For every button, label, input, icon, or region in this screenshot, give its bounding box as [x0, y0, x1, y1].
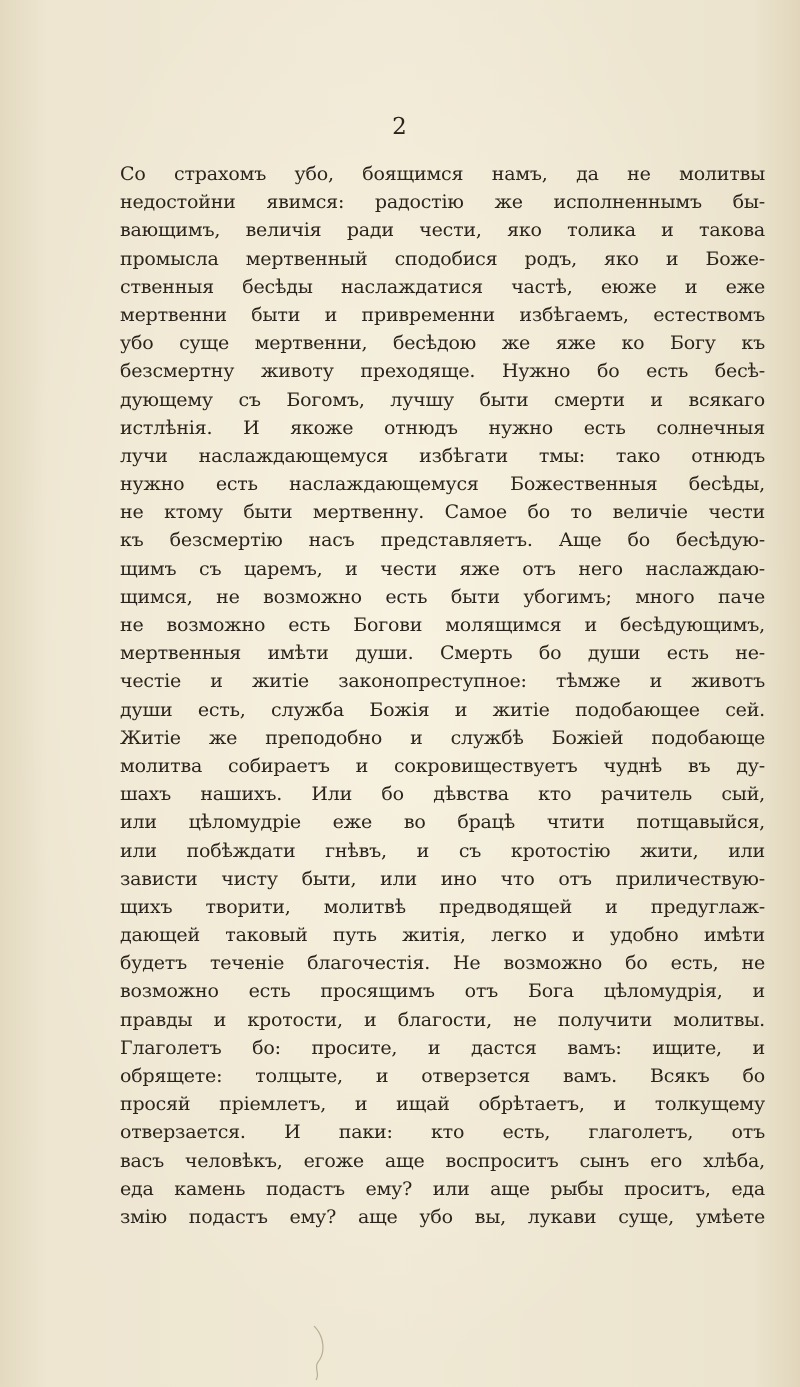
- body-text: [120, 160, 765, 1231]
- text-line: будетъ теченіе благочестія. Не возможно бо есть, не: [120, 952, 765, 975]
- text-line: правды и кротости, и благости, не получити молитвы.: [120, 1008, 765, 1031]
- text-line: къ безсмертію насъ представляетъ. Аще бо бесѣдую-: [120, 529, 765, 552]
- text-line: не возможно есть Богови молящимся и бесѣдующимъ,: [120, 614, 765, 636]
- text-line: безсмертну животу преходяще. Нужно бо есть бесѣ-: [120, 360, 765, 383]
- text-line: щимъ съ царемъ, и чести яже отъ него наслаждаю-: [120, 557, 765, 580]
- text-line: Со страхомъ убо, боящимся намъ, да не молитвы: [120, 163, 765, 185]
- text-line: Житіе же преподобно и службѣ Божіей подобающе: [120, 726, 765, 749]
- text-line: щимся, не возможно есть быти убогимъ; много паче: [120, 585, 765, 608]
- text-line: честіе и житіе законопреступное: тѣмже и животъ: [120, 670, 765, 693]
- text-line: дающей таковый путь житія, легко и удобно имѣти: [120, 924, 765, 947]
- text-line: или побѣждати гнѣвъ, и съ кротостію жити, или: [120, 839, 765, 862]
- text-line: мертвенныя имѣти души. Смерть бо души есть не-: [120, 642, 765, 665]
- text-line: не ктому быти мертвенну. Самое бо то величіе чести: [120, 501, 765, 524]
- text-line: вающимъ, величія ради чести, яко толика и таковa: [120, 219, 765, 242]
- text-line: или цѣломудріе еже во брацѣ чтити потщавыйся,: [120, 811, 765, 834]
- text-line: возможно есть просящимъ отъ Бога цѣломудрія, и: [120, 980, 765, 1003]
- text-line: мертвенни быти и привременни избѣгаемъ, естествомъ: [120, 303, 765, 326]
- text-line: Глаголетъ бо: просите, и дастся вамъ: ищите, и: [120, 1036, 765, 1059]
- text-line: убо суще мертвенни, бесѣдою же яже ко Богу къ: [120, 332, 765, 355]
- text-line: просяй пріемлетъ, и ищай обрѣтаетъ, и толкущему: [120, 1093, 765, 1116]
- text-line: зависти чисту быти, или ино что отъ приличествую-: [120, 867, 765, 890]
- text-line: нужно есть наслаждающемуся Божественныя бесѣды,: [120, 473, 765, 496]
- text-line: шахъ нашихъ. Или бо дѣвства кто рачитель сый,: [120, 783, 765, 806]
- page-number: 2: [392, 114, 408, 140]
- text-line: ственныя бесѣды наслаждатися частѣ, еюже и еже: [120, 275, 765, 298]
- text-line: лучи наслаждающемуся избѣгати тмы: тако отнюдъ: [120, 444, 765, 467]
- text-line: промысла мертвенный сподобися родъ, яко и Боже-: [120, 247, 765, 270]
- text-line: молитва собираетъ и сокровиществуетъ чуднѣ въ ду-: [120, 754, 765, 777]
- text-line: недостойни явимся: радостію же исполненнымъ бы-: [120, 191, 765, 214]
- text-line: души есть, служба Божія и житіе подобающее сей.: [120, 698, 765, 721]
- text-line: дующему съ Богомъ, лучшу быти смерти и всякаго: [120, 388, 765, 411]
- text-line: отверзается. И паки: кто есть, глаголетъ, отъ: [120, 1121, 765, 1144]
- text-line: васъ человѣкъ, егоже аще воспроситъ сынъ его хлѣба,: [120, 1149, 765, 1172]
- text-line: еда камень подастъ ему? или аще рыбы проситъ, еда: [120, 1177, 765, 1200]
- text-line: обрящете: толцыте, и отверзется вамъ. Всякъ бо: [120, 1065, 765, 1087]
- pencil-mark-decoration: [300, 1322, 340, 1382]
- text-line: змію подастъ ему? аще убо вы, лукави суще, умѣете: [120, 1205, 765, 1228]
- text-line: щихъ творити, молитвѣ предводящей и предуглаж-: [120, 895, 765, 918]
- text-line: истлѣнія. И якоже отнюдъ нужно есть солнечныя: [120, 416, 765, 439]
